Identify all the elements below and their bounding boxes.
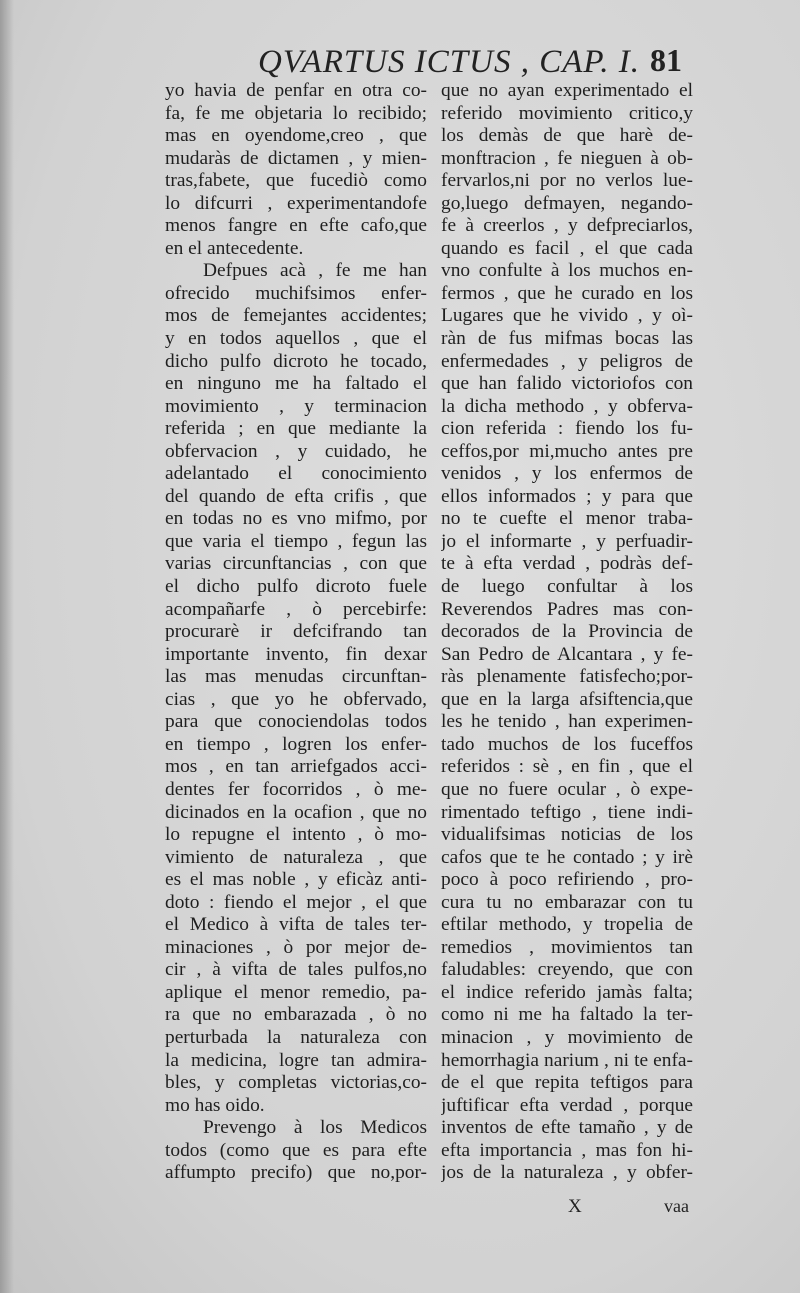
text-line: quando es facil , el que cada: [441, 237, 693, 259]
text-line: vidualifsimas noticias de los: [441, 824, 693, 846]
text-line: cion referida : fiendo los fu-: [441, 418, 693, 440]
text-line: les he tenido , han experimen-: [441, 711, 693, 733]
text-line: cafos que te he contado ; y irè: [441, 846, 693, 868]
text-line: rimentado teftigo , tiene indi-: [441, 801, 693, 823]
text-line: cura tu no embarazar con tu: [441, 891, 693, 913]
text-line: de luego confultar à los: [441, 576, 693, 598]
text-line: fe à creerlos , y defpreciarlos,: [441, 215, 693, 237]
text-line: monftracion , fe nieguen à ob-: [441, 147, 693, 169]
text-line: los demàs de que harè de-: [441, 125, 693, 147]
text-line: referido movimiento critico,y: [441, 102, 693, 124]
text-line: referida ; en que mediante la: [165, 418, 427, 440]
text-line: fervarlos,ni por no verlos lue-: [441, 170, 693, 192]
text-line: y en todos aquellos , que el: [165, 328, 427, 350]
text-line: las mas menudas circunftan-: [165, 666, 427, 688]
text-line: bles, y completas victorias,co-: [165, 1072, 427, 1094]
text-line: minacion , y movimiento de: [441, 1026, 693, 1048]
text-line: faludables: creyendo, que con: [441, 959, 693, 981]
text-line: acompañarfe , ò percebirfe:: [165, 598, 427, 620]
text-line: Defpues acà , fe me han: [203, 260, 427, 282]
page-header: [258, 42, 728, 84]
text-line: doto : fiendo el mejor , el que: [165, 891, 427, 913]
text-line: fermos , que he curado en los: [441, 282, 693, 304]
text-line: remedios , movimientos tan: [441, 936, 693, 958]
text-line: ceffos,por mi,mucho antes pre: [441, 440, 693, 462]
text-line: referidos : sè , en fin , que el: [441, 756, 693, 778]
text-line: que han falido victoriofos con: [441, 373, 693, 395]
text-line: efta importancia , mas fon hi-: [441, 1139, 693, 1161]
text-line: menos fangre en efte cafo,que: [165, 215, 427, 237]
catchword: vaa: [664, 1196, 689, 1216]
left-text-column: [165, 80, 427, 1185]
text-line: obfervacion , y cuidado, he: [165, 440, 427, 462]
text-line: dentes fer focorridos , ò me-: [165, 778, 427, 800]
text-line: mos de femejantes accidentes;: [165, 305, 427, 327]
text-line: ellos informados ; y para que: [441, 485, 693, 507]
right-text-column: [441, 80, 693, 1185]
text-line: que en la larga afsiftencia,que: [441, 688, 693, 710]
signature-mark: X: [568, 1196, 582, 1217]
text-line: yo havia de penfar en otra co-: [165, 80, 427, 101]
text-line: ra que no embarazada , ò no: [165, 1004, 427, 1026]
text-line: cir , à vifta de tales pulfos,no: [165, 959, 427, 981]
text-line: es el mas noble , y eficàz anti-: [165, 869, 427, 891]
text-line: fa, fe me objetaria lo recibido;: [165, 102, 427, 124]
text-line: como ni me ha faltado la ter-: [441, 1004, 693, 1026]
text-line: Reverendos Padres mas con-: [441, 598, 693, 620]
text-line: vimiento de naturaleza , que: [165, 846, 427, 868]
text-line: que varia el tiempo , fegun las: [165, 530, 427, 552]
text-line: Prevengo à los Medicos: [203, 1117, 427, 1139]
text-line: el indice referido jamàs falta;: [441, 981, 693, 1003]
text-line: en el antecedente.: [165, 237, 304, 259]
text-line: tado muchos de los fuceffos: [441, 733, 693, 755]
text-line: procurarè ir defcifrando tan: [165, 621, 427, 643]
text-line: varias circunftancias , con que: [165, 553, 427, 575]
text-line: para que conociendolas todos: [165, 711, 427, 733]
text-line: jos de la naturaleza , y obfer-: [441, 1162, 693, 1184]
text-line: mas en oyendome,creo , que: [165, 125, 427, 147]
text-line: San Pedro de Alcantara , y fe-: [441, 643, 693, 665]
text-line: dicho pulfo dicroto he tocado,: [165, 350, 427, 372]
text-line: enfermedades , y peligros de: [441, 350, 693, 372]
text-line: dicinados en la ocafion , que no: [165, 801, 427, 823]
text-line: que no ayan experimentado el: [441, 80, 693, 101]
text-line: la dicha methodo , y obferva-: [441, 395, 693, 417]
text-line: todos (como que es para efte: [165, 1139, 427, 1161]
text-line: decorados de la Provincia de: [441, 621, 693, 643]
text-line: lo repugne el intento , ò mo-: [165, 824, 427, 846]
text-line: mudaràs de dictamen , y mien-: [165, 147, 427, 169]
text-line: minaciones , ò por mejor de-: [165, 936, 427, 958]
text-line: adelantado el conocimiento: [165, 463, 427, 485]
text-line: lo difcurri , experimentandofe: [165, 192, 427, 214]
text-line: poco à poco refiriendo , pro-: [441, 869, 693, 891]
text-line: vno confulte à los muchos en-: [441, 260, 693, 282]
text-line: del quando de efta crifis , que: [165, 485, 427, 507]
text-line: venidos , y los enfermos de: [441, 463, 693, 485]
text-line: ràn de fus mifmas bocas las: [441, 328, 693, 350]
text-line: jo el informarte , y perfuadir-: [441, 530, 693, 552]
text-line: en tiempo , logren los enfer-: [165, 733, 427, 755]
text-line: la medicina, logre tan admira-: [165, 1049, 427, 1071]
text-line: de el que repita teftigos para: [441, 1072, 693, 1094]
text-line: ràs plenamente fatisfecho;por-: [441, 666, 693, 688]
text-line: importante invento, fin dexar: [165, 643, 427, 665]
text-line: mos , en tan arriefgados acci-: [165, 756, 427, 778]
text-line: mo has oido.: [165, 1094, 265, 1116]
text-line: que no fuere ocular , ò expe-: [441, 778, 693, 800]
text-line: perturbada la naturaleza con: [165, 1026, 427, 1048]
text-line: no te cuefte el menor traba-: [441, 508, 693, 530]
text-line: el dicho pulfo dicroto fuele: [165, 576, 427, 598]
text-line: juftificar efta verdad , porque: [441, 1094, 693, 1116]
text-line: eftilar methodo, y tropelia de: [441, 914, 693, 936]
running-title: QVARTUS ICTUS , CAP. I.: [258, 44, 641, 80]
text-line: tras,fabete, que fucediò como: [165, 170, 427, 192]
text-line: inventos de efte tamaño , y de: [441, 1117, 693, 1139]
text-line: aplique el menor remedio, pa-: [165, 981, 427, 1003]
text-line: en ninguno me ha faltado el: [165, 373, 427, 395]
text-line: movimiento , y terminacion: [165, 395, 427, 417]
text-line: hemorrhagia narium , ni te enfa-: [441, 1049, 693, 1071]
text-line: el Medico à vifta de tales ter-: [165, 914, 427, 936]
text-line: affumpto precifo) que no,por-: [165, 1162, 427, 1184]
text-line: cias , que yo he obfervado,: [165, 688, 427, 710]
text-line: go,luego defmayen, negando-: [441, 192, 693, 214]
text-line: ofrecido muchifsimos enfer-: [165, 282, 427, 304]
text-line: en todas no es vno mifmo, por: [165, 508, 427, 530]
page-binding-shadow: [0, 0, 14, 1293]
page-number: 81: [650, 42, 682, 78]
text-line: te à efta verdad , podràs def-: [441, 553, 693, 575]
text-line: Lugares que he vivido , y oì-: [441, 305, 693, 327]
